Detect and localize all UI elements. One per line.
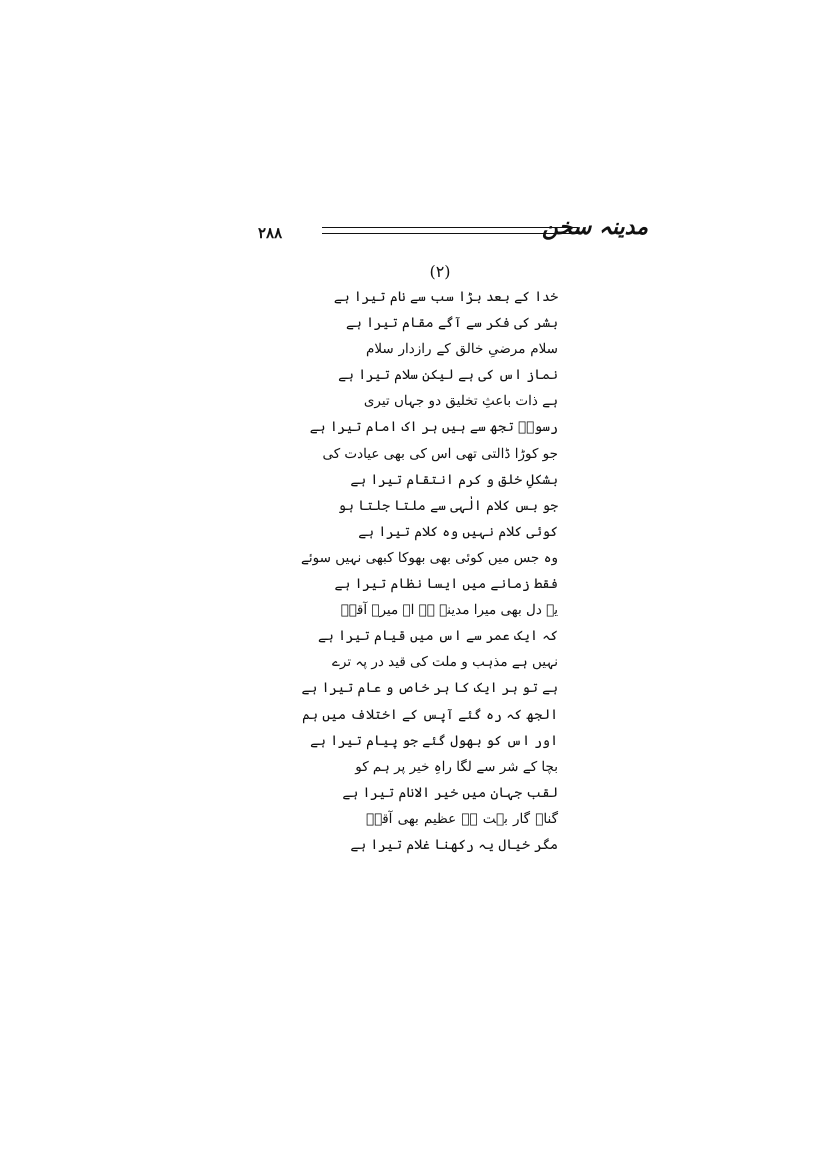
verse-line: گناہ گار بہت ہے عظیم بھی آقاؐ [366,810,558,827]
verse-line: بشکلِ خلق و کرم انتقام تیرا ہے [350,471,558,488]
verse-line: مگر خیال یہ رکھنا غلام تیرا ہے [350,836,558,853]
running-title: مدینہ سخن [541,214,648,240]
verse-line: یہ دل بھی میرا مدینہ ہے اے میرے آقاؐ [340,602,558,619]
header-rule-bottom [322,233,578,234]
header-rule-top [322,227,578,228]
verse-line: ہے تو ہر ایک کا ہر خاص و عام تیرا ہے [301,680,558,697]
verse-line: اور اس کو بھول گئے جو پیام تیرا ہے [310,732,558,749]
verse-line: نہیں ہے مذہب و ملت کی قید در پہ ترے [331,654,558,671]
verse-line: خدا کے بعد بڑا سب سے نام تیرا ہے [333,289,558,305]
verse-line: جو کوڑا ڈالتی تھی اس کی بھی عیادت کی [322,445,558,462]
verse-line: رسولؐ تجھ سے ہیں ہر اک امام تیرا ہے [309,419,558,436]
page-header [258,210,648,250]
verse-line: سلام مرضیِ خالق کے رازدار سلام [366,341,558,358]
verse-line: فقط زمانے میں ایسا نظام تیرا ہے [334,576,558,593]
verse-line: کہ ایک عمر سے اس میں قیام تیرا ہے [318,628,558,645]
verse-line: وہ جس میں کوئی بھی بھوکا کبھی نہیں سوئے [301,549,558,566]
verse-line: بشر کی فکر سے آگے مقام تیرا ہے [346,315,558,332]
verse-line: کوئی کلام نہیں وہ کلام تیرا ہے [358,523,558,540]
verse-line: جو بس کلام الٰہی سے ملتا جلتا ہو [338,497,558,514]
verse-line: نماز اس کی ہے لیکن سلام تیرا ہے [338,367,558,384]
page-number: ۲۸۸ [258,224,283,242]
verse-line: لقب جہان میں خیر الانام تیرا ہے [342,784,558,801]
verse-line: ہے ذات باعثِ تخلیق دو جہاں تیری [363,393,558,410]
verse-line: بچا کے شر سے لگا راہِ خیر پر ہم کو [355,758,558,775]
verse-line: الجھ کہ رہ گئے آپس کے اختلاف میں ہم [302,706,558,723]
poem-verses [301,284,558,858]
poem-number: (۲) [429,262,451,281]
